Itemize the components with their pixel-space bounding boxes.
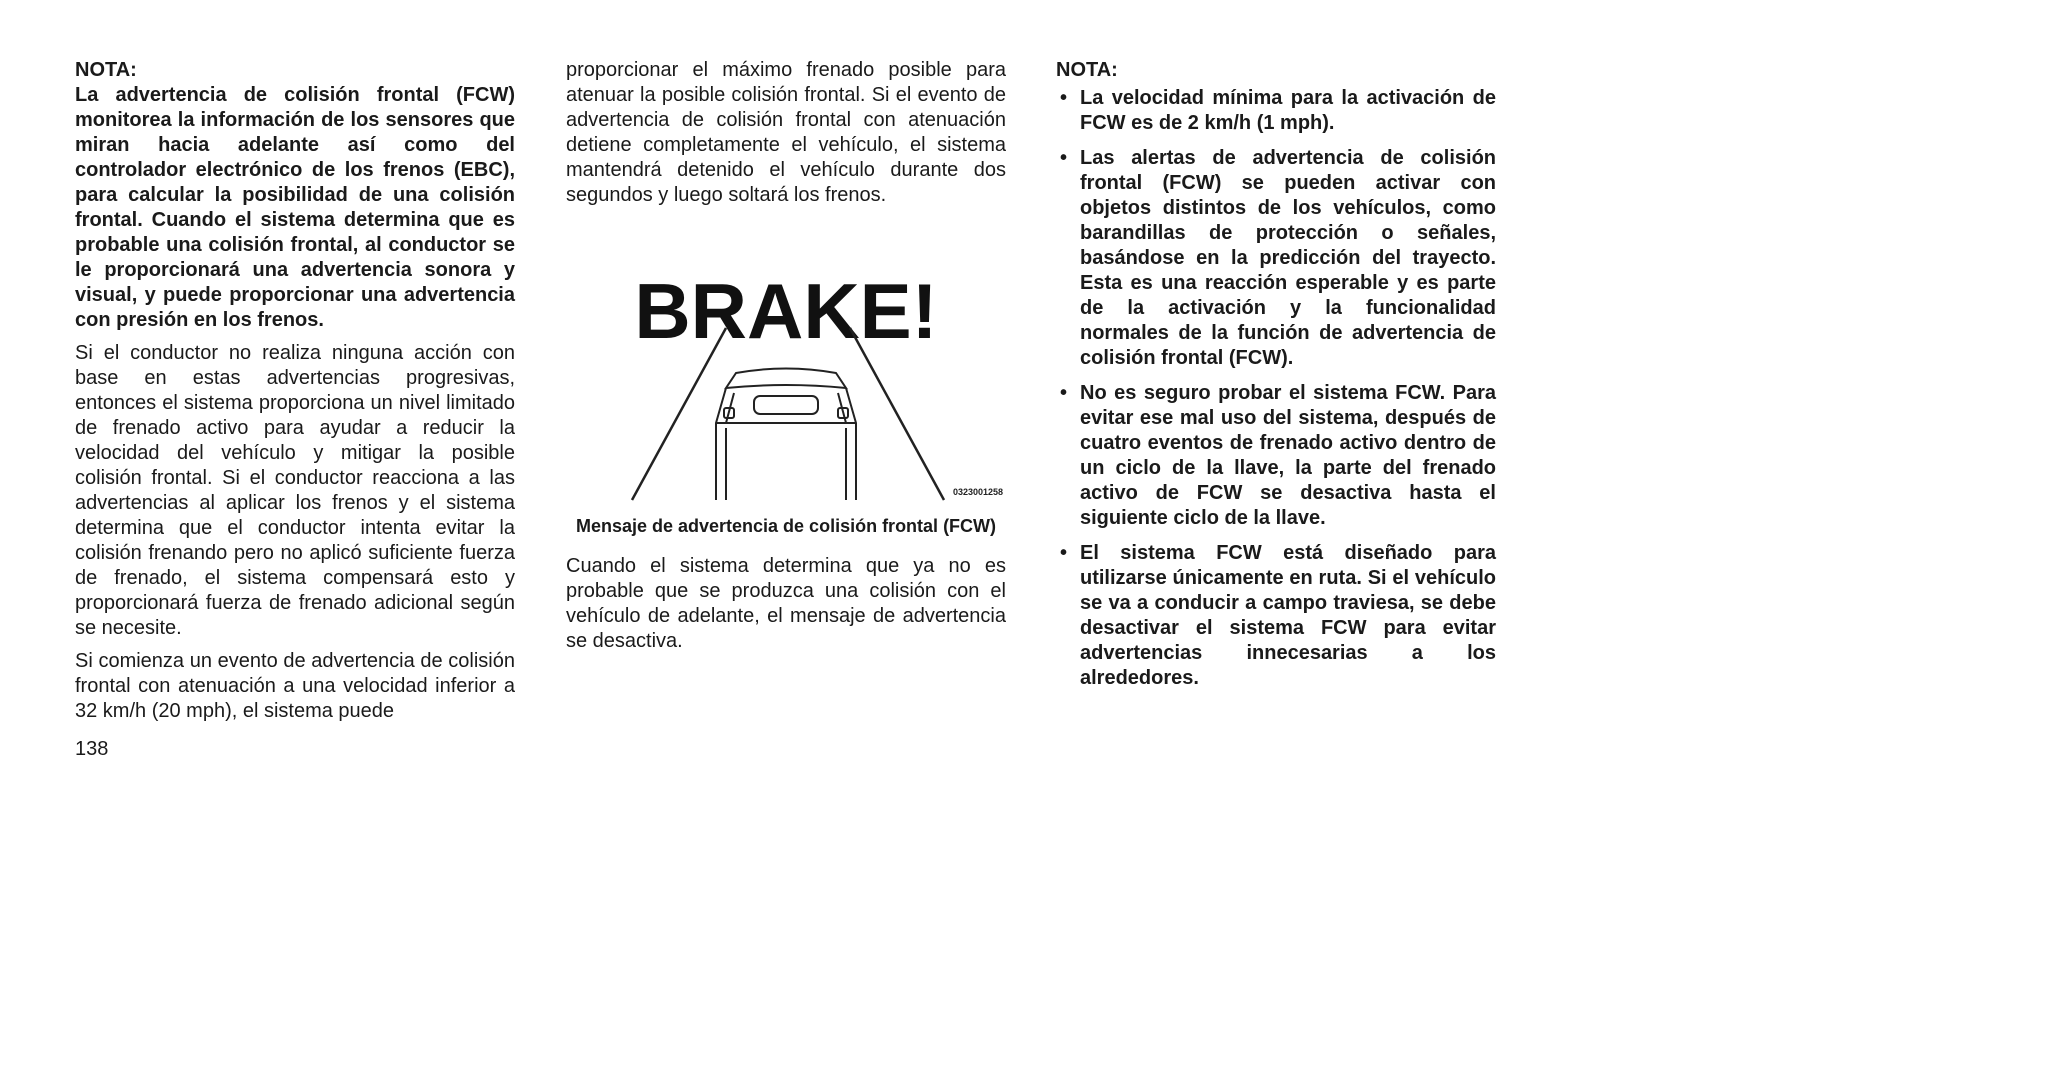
warning-deactivates-paragraph: Cuando el sistema determina que ya no es probable que se produzca una colisión con el vehículo de adelante, el mensaje de advertencia se desactiva. [566, 555, 1006, 652]
right-column [1056, 58, 1496, 701]
list-item [1056, 86, 1496, 136]
brake-warning-figure [566, 248, 1006, 508]
brake-warning-illustration [566, 248, 1006, 508]
figure-caption: Mensaje de advertencia de colisión frontal (FCW) [575, 516, 997, 536]
note-label-right: NOTA: [1056, 59, 1118, 81]
low-speed-paragraph: Si comienza un evento de advertencia de colisión frontal con atenuación a una velocidad inferior a 32 km/h (20 mph), el sistema puede [75, 650, 515, 722]
fcw-intro-paragraph: La advertencia de colisión frontal (FCW) monitorea la información de los sensores que miran hacia adelante así como del controlador electrónico de los frenos (EBC), para calcular la posibilidad de una colisión frontal. Cuando el sistema determina que es probable una colisión frontal, al conductor se le proporcionará una advertencia sonora y visual, y puede proporcionar una advertencia con presión en los frenos. [75, 84, 515, 331]
bullet-text: Las alertas de advertencia de colisión frontal (FCW) se pueden activar con objetos distintos de los vehículos, como barandillas de protección o señales, basándose en la predicción del trayecto. Esta es una reacción esperable y es parte de la activación y la funcionalidad normales de la función de advertencia de colisión frontal (FCW). [1080, 147, 1496, 369]
brake-warning-text: BRAKE! [634, 267, 938, 355]
bullet-text: La velocidad mínima para la activación de FCW es de 2 km/h (1 mph). [1080, 87, 1496, 134]
bullet-icon: • [1060, 147, 1068, 169]
continued-paragraph: proporcionar el máximo frenado posible para atenuar la posible colisión frontal. Si el evento de advertencia de colisión frontal con atenuación detiene completamente el vehículo, el sistema mantendrá detenido el vehículo durante dos segundos y luego soltará los frenos. [566, 59, 1006, 206]
list-item [1056, 146, 1496, 371]
list-item [1056, 381, 1496, 531]
bullet-icon: • [1060, 87, 1068, 109]
figure-code: 0323001258 [952, 487, 1003, 497]
list-item [1056, 541, 1496, 691]
car-rear-icon [716, 369, 856, 501]
bullet-icon: • [1060, 542, 1068, 564]
note-bullet-list [1056, 86, 1496, 691]
middle-column [566, 58, 1006, 662]
left-column [75, 58, 515, 732]
bullet-icon: • [1060, 382, 1068, 404]
note-label: NOTA: [75, 59, 137, 81]
active-braking-paragraph: Si el conductor no realiza ninguna acción con base en estas advertencias progresivas, entonces el sistema proporciona un nivel limitado de frenado activo para ayudar a reducir la velocidad del vehículo y mitigar la posible colisión frontal. Si el conductor reacciona a las advertencias al aplicar los frenos y el sistema determina que el conductor intenta evitar la colisión frenando pero no aplicó suficiente fuerza de frenado, el sistema compensará esto y proporcionará fuerza de frenado adicional según se necesite. [75, 342, 515, 639]
bullet-text: No es seguro probar el sistema FCW. Para evitar ese mal uso del sistema, después de cuatro eventos de frenado activo dentro de un ciclo de la llave, la parte del frenado activo de FCW se desactiva hasta el siguiente ciclo de la llave. [1080, 382, 1496, 529]
bullet-text: El sistema FCW está diseñado para utilizarse únicamente en ruta. Si el vehículo se va a conducir a campo traviesa, se debe desactivar el sistema FCW para evitar advertencias innecesarias a los alrededores. [1080, 542, 1496, 689]
page-number: 138 [75, 738, 109, 760]
